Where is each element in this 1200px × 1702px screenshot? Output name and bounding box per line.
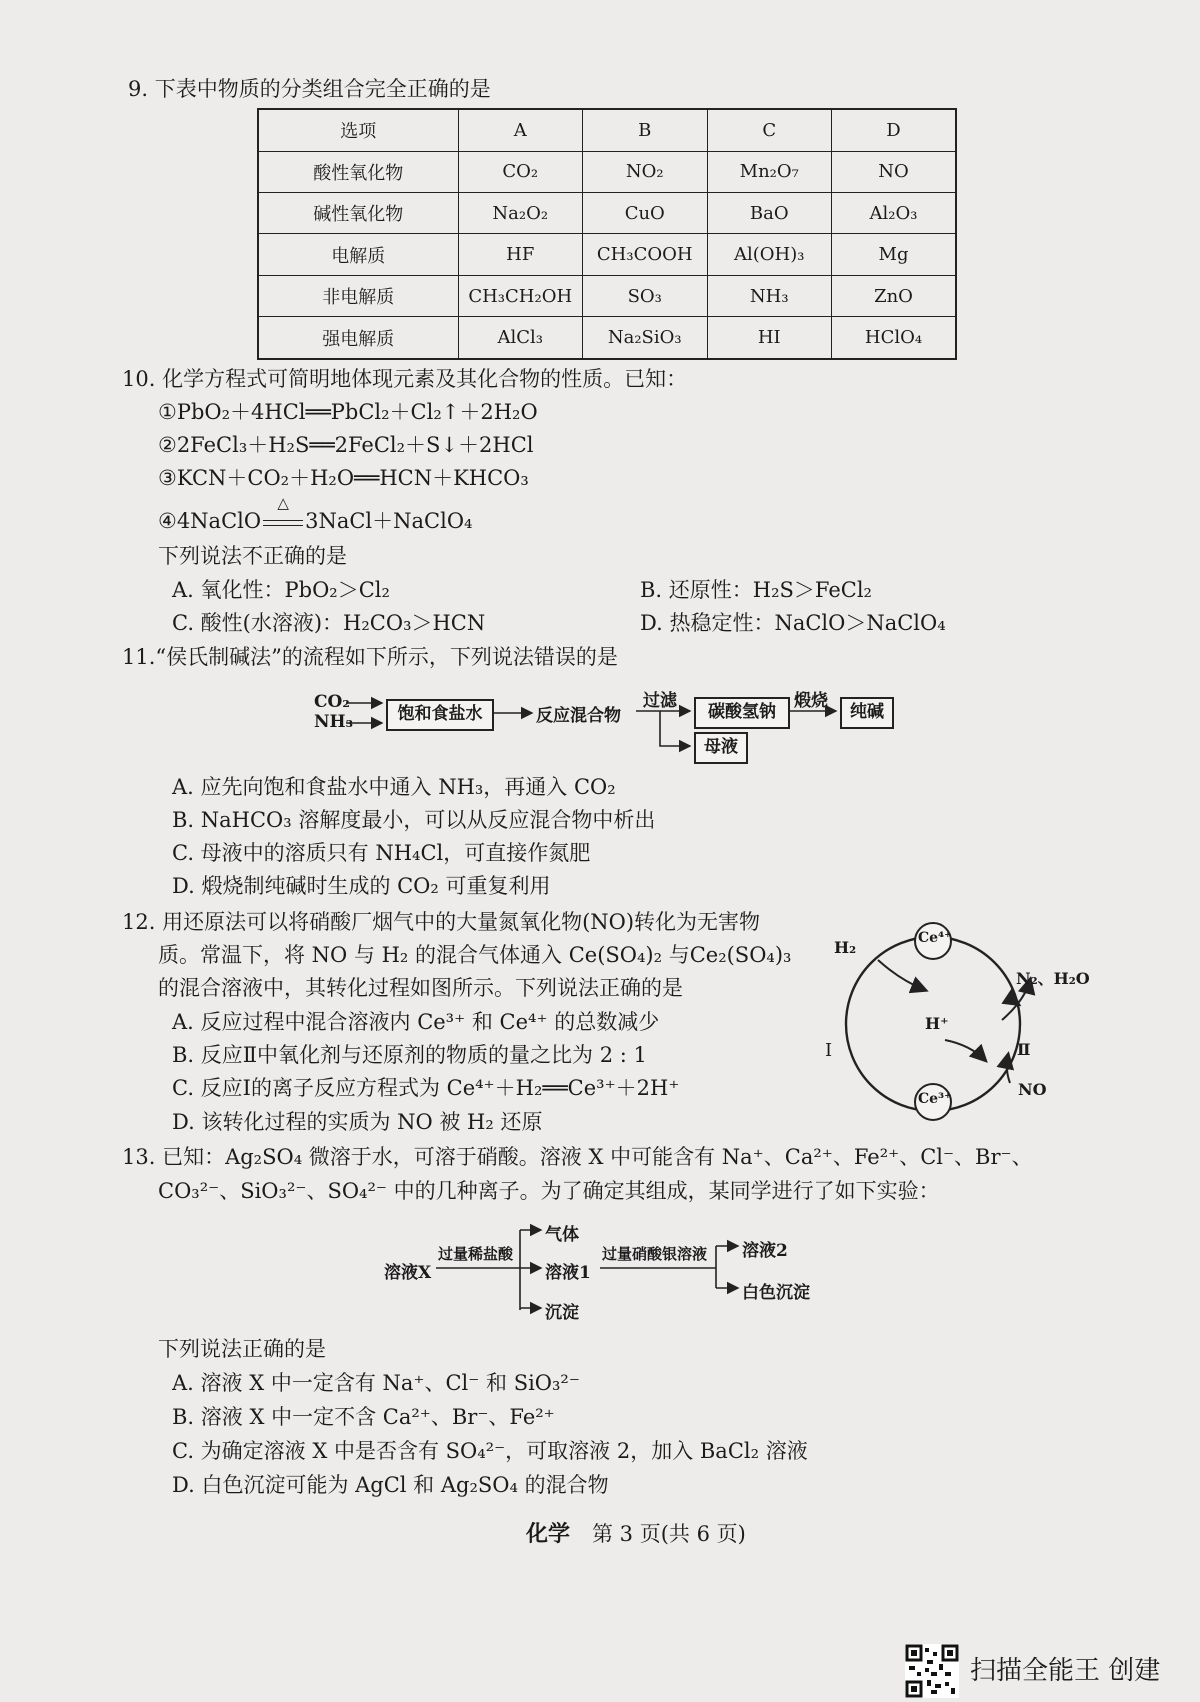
table-cell: Al₂O₃	[832, 192, 957, 233]
table-header-cell: D	[832, 109, 957, 151]
flow-gas: 气体	[545, 1225, 579, 1245]
flow-label-hcl: 过量稀盐酸	[438, 1245, 514, 1263]
products-label: N₂、H₂O	[1016, 969, 1090, 988]
table-cell: 碱性氧化物	[258, 192, 458, 233]
table-cell: 电解质	[258, 234, 458, 275]
flow-precipitate: 沉淀	[545, 1303, 579, 1323]
h2-label: H₂	[834, 938, 857, 957]
table-cell: NO₂	[583, 151, 708, 192]
q11-option-d: D. 煅烧制纯碱时生成的 CO₂ 可重复利用	[172, 874, 551, 898]
reaction-ii-label: Ⅱ	[1017, 1040, 1031, 1059]
flow-box-brine: 饱和食盐水	[386, 699, 494, 731]
table-cell: BaO	[707, 192, 832, 233]
q12-option-c: C. 反应Ⅰ的离子反应方程式为 Ce⁴⁺＋H₂══Ce³⁺＋2H⁺	[172, 1076, 680, 1100]
table-cell: Mg	[832, 234, 957, 275]
footer-page-number: 第 3 页(共 6 页)	[592, 1522, 746, 1546]
q13-option-c: C. 为确定溶液 X 中是否含有 SO₄²⁻，可取溶液 2，加入 BaCl₂ 溶液	[172, 1439, 808, 1463]
table-cell: 酸性氧化物	[258, 151, 458, 192]
qr-code-icon	[905, 1644, 959, 1698]
flow-solution-1: 溶液1	[545, 1263, 591, 1283]
q10-stem: 10. 化学方程式可简明地体现元素及其化合物的性质。已知：	[122, 367, 688, 391]
flow-label-calcine: 煅烧	[794, 691, 828, 711]
h-plus-label: H⁺	[925, 1014, 949, 1033]
q12-stem-line2: 质。常温下，将 NO 与 H₂ 的混合气体通入 Ce(SO₄)₂ 与Ce₂(SO₄)₃	[158, 943, 792, 967]
q12-option-b: B. 反应Ⅱ中氧化剂与还原剂的物质的量之比为 2 : 1	[172, 1043, 647, 1067]
table-cell: 非电解质	[258, 275, 458, 316]
q10-option-a: A. 氧化性：PbO₂＞Cl₂	[172, 578, 390, 602]
table-cell: Mn₂O₇	[707, 151, 832, 192]
ce4-label: Ce⁴⁺	[918, 930, 952, 946]
footer-subject: 化学	[526, 1521, 571, 1547]
ce3-label: Ce³⁺	[918, 1091, 952, 1107]
table-cell: HF	[458, 234, 583, 275]
q12-stem-line1: 12. 用还原法可以将硝酸厂烟气中的大量氮氧化物(NO)转化为无害物	[122, 910, 761, 934]
q10-option-b: B. 还原性：H₂S＞FeCl₂	[640, 578, 872, 602]
q13-prompt: 下列说法正确的是	[158, 1337, 326, 1361]
table-cell: CH₃COOH	[583, 234, 708, 275]
q10-eq4-right: 3NaCl＋NaClO₄	[305, 509, 473, 533]
table-header-cell: B	[583, 109, 708, 151]
table-header-cell: 选项	[258, 109, 458, 151]
q13-stem-line1: 13. 已知：Ag₂SO₄ 微溶于水，可溶于硝酸。溶液 X 中可能含有 Na⁺、Ca²⁺、Fe²⁺、Cl⁻、Br⁻、	[122, 1145, 1033, 1169]
table-cell: SO₃	[583, 275, 708, 316]
reaction-i-label: Ⅰ	[825, 1040, 833, 1061]
table-cell: Na₂SiO₃	[583, 317, 708, 359]
table-cell: 强电解质	[258, 317, 458, 359]
flow-input-nh3: NH₃	[314, 712, 354, 732]
q13-option-a: A. 溶液 X 中一定含有 Na⁺、Cl⁻ 和 SiO₃²⁻	[172, 1371, 580, 1395]
q11-option-a: A. 应先向饱和食盐水中通入 NH₃，再通入 CO₂	[172, 775, 616, 799]
flow-white-precipitate: 白色沉淀	[742, 1283, 810, 1303]
flow-label-agno3: 过量硝酸银溶液	[602, 1245, 708, 1263]
no-label: NO	[1018, 1080, 1047, 1099]
q11-option-b: B. NaHCO₃ 溶解度最小，可以从反应混合物中析出	[172, 808, 656, 832]
q11-option-c: C. 母液中的溶质只有 NH₄Cl，可直接作氮肥	[172, 841, 591, 865]
table-cell: NH₃	[707, 275, 832, 316]
table-cell: CO₂	[458, 151, 583, 192]
q12-option-d: D. 该转化过程的实质为 NO 被 H₂ 还原	[172, 1110, 543, 1134]
q10-equation-2: ②2FeCl₃＋H₂S══2FeCl₂＋S↓＋2HCl	[158, 433, 534, 457]
q13-stem-line2: CO₃²⁻、SiO₃²⁻、SO₄²⁻ 中的几种离子。为了确定其组成，某同学进行了如下实验：	[158, 1179, 940, 1203]
table-header-cell: A	[458, 109, 583, 151]
table-cell: ZnO	[832, 275, 957, 316]
flow-label-filter: 过滤	[643, 691, 677, 711]
flow-solution-x: 溶液X	[384, 1263, 432, 1283]
table-cell: AlCl₃	[458, 317, 583, 359]
table-cell: CH₃CH₂OH	[458, 275, 583, 316]
q11-stem: 11.“侯氏制碱法”的流程如下所示，下列说法错误的是	[122, 645, 618, 669]
q12-option-a: A. 反应过程中混合溶液内 Ce³⁺ 和 Ce⁴⁺ 的总数减少	[172, 1010, 660, 1034]
table-cell: NO	[832, 151, 957, 192]
table-cell: CuO	[583, 192, 708, 233]
table-header-cell: C	[707, 109, 832, 151]
scanner-watermark: 扫描全能王 创建	[970, 1656, 1161, 1686]
flow-solution-2: 溶液2	[742, 1241, 788, 1261]
q9-stem: 9. 下表中物质的分类组合完全正确的是	[128, 77, 491, 101]
q13-option-b: B. 溶液 X 中一定不含 Ca²⁺、Br⁻、Fe²⁺	[172, 1405, 555, 1429]
table-cell: HClO₄	[832, 317, 957, 359]
q10-equation-3: ③KCN＋CO₂＋H₂O══HCN＋KHCO₃	[158, 466, 529, 490]
q10-prompt: 下列说法不正确的是	[158, 544, 347, 568]
table-cell: HI	[707, 317, 832, 359]
q10-option-c: C. 酸性(水溶液)：H₂CO₃＞HCN	[172, 611, 486, 635]
flow-box-mother-liquor: 母液	[694, 732, 748, 764]
q10-equation-1: ①PbO₂＋4HCl══PbCl₂＋Cl₂↑＋2H₂O	[158, 400, 538, 424]
flow-box-soda: 纯碱	[840, 697, 894, 729]
q12-stem-line3: 的混合溶液中，其转化过程如图所示。下列说法正确的是	[158, 976, 683, 1000]
flow-reaction-mixture: 反应混合物	[536, 706, 621, 726]
flow-box-nahco3: 碳酸氢钠	[694, 697, 790, 729]
q10-option-d: D. 热稳定性：NaClO＞NaClO₄	[640, 611, 946, 635]
flow-input-co2: CO₂	[314, 692, 350, 712]
q13-option-d: D. 白色沉淀可能为 AgCl 和 Ag₂SO₄ 的混合物	[172, 1473, 609, 1497]
table-cell: Al(OH)₃	[707, 234, 832, 275]
heat-triangle-icon: △	[277, 494, 289, 512]
q10-eq4-left: ④4NaClO	[158, 509, 262, 533]
table-cell: Na₂O₂	[458, 192, 583, 233]
